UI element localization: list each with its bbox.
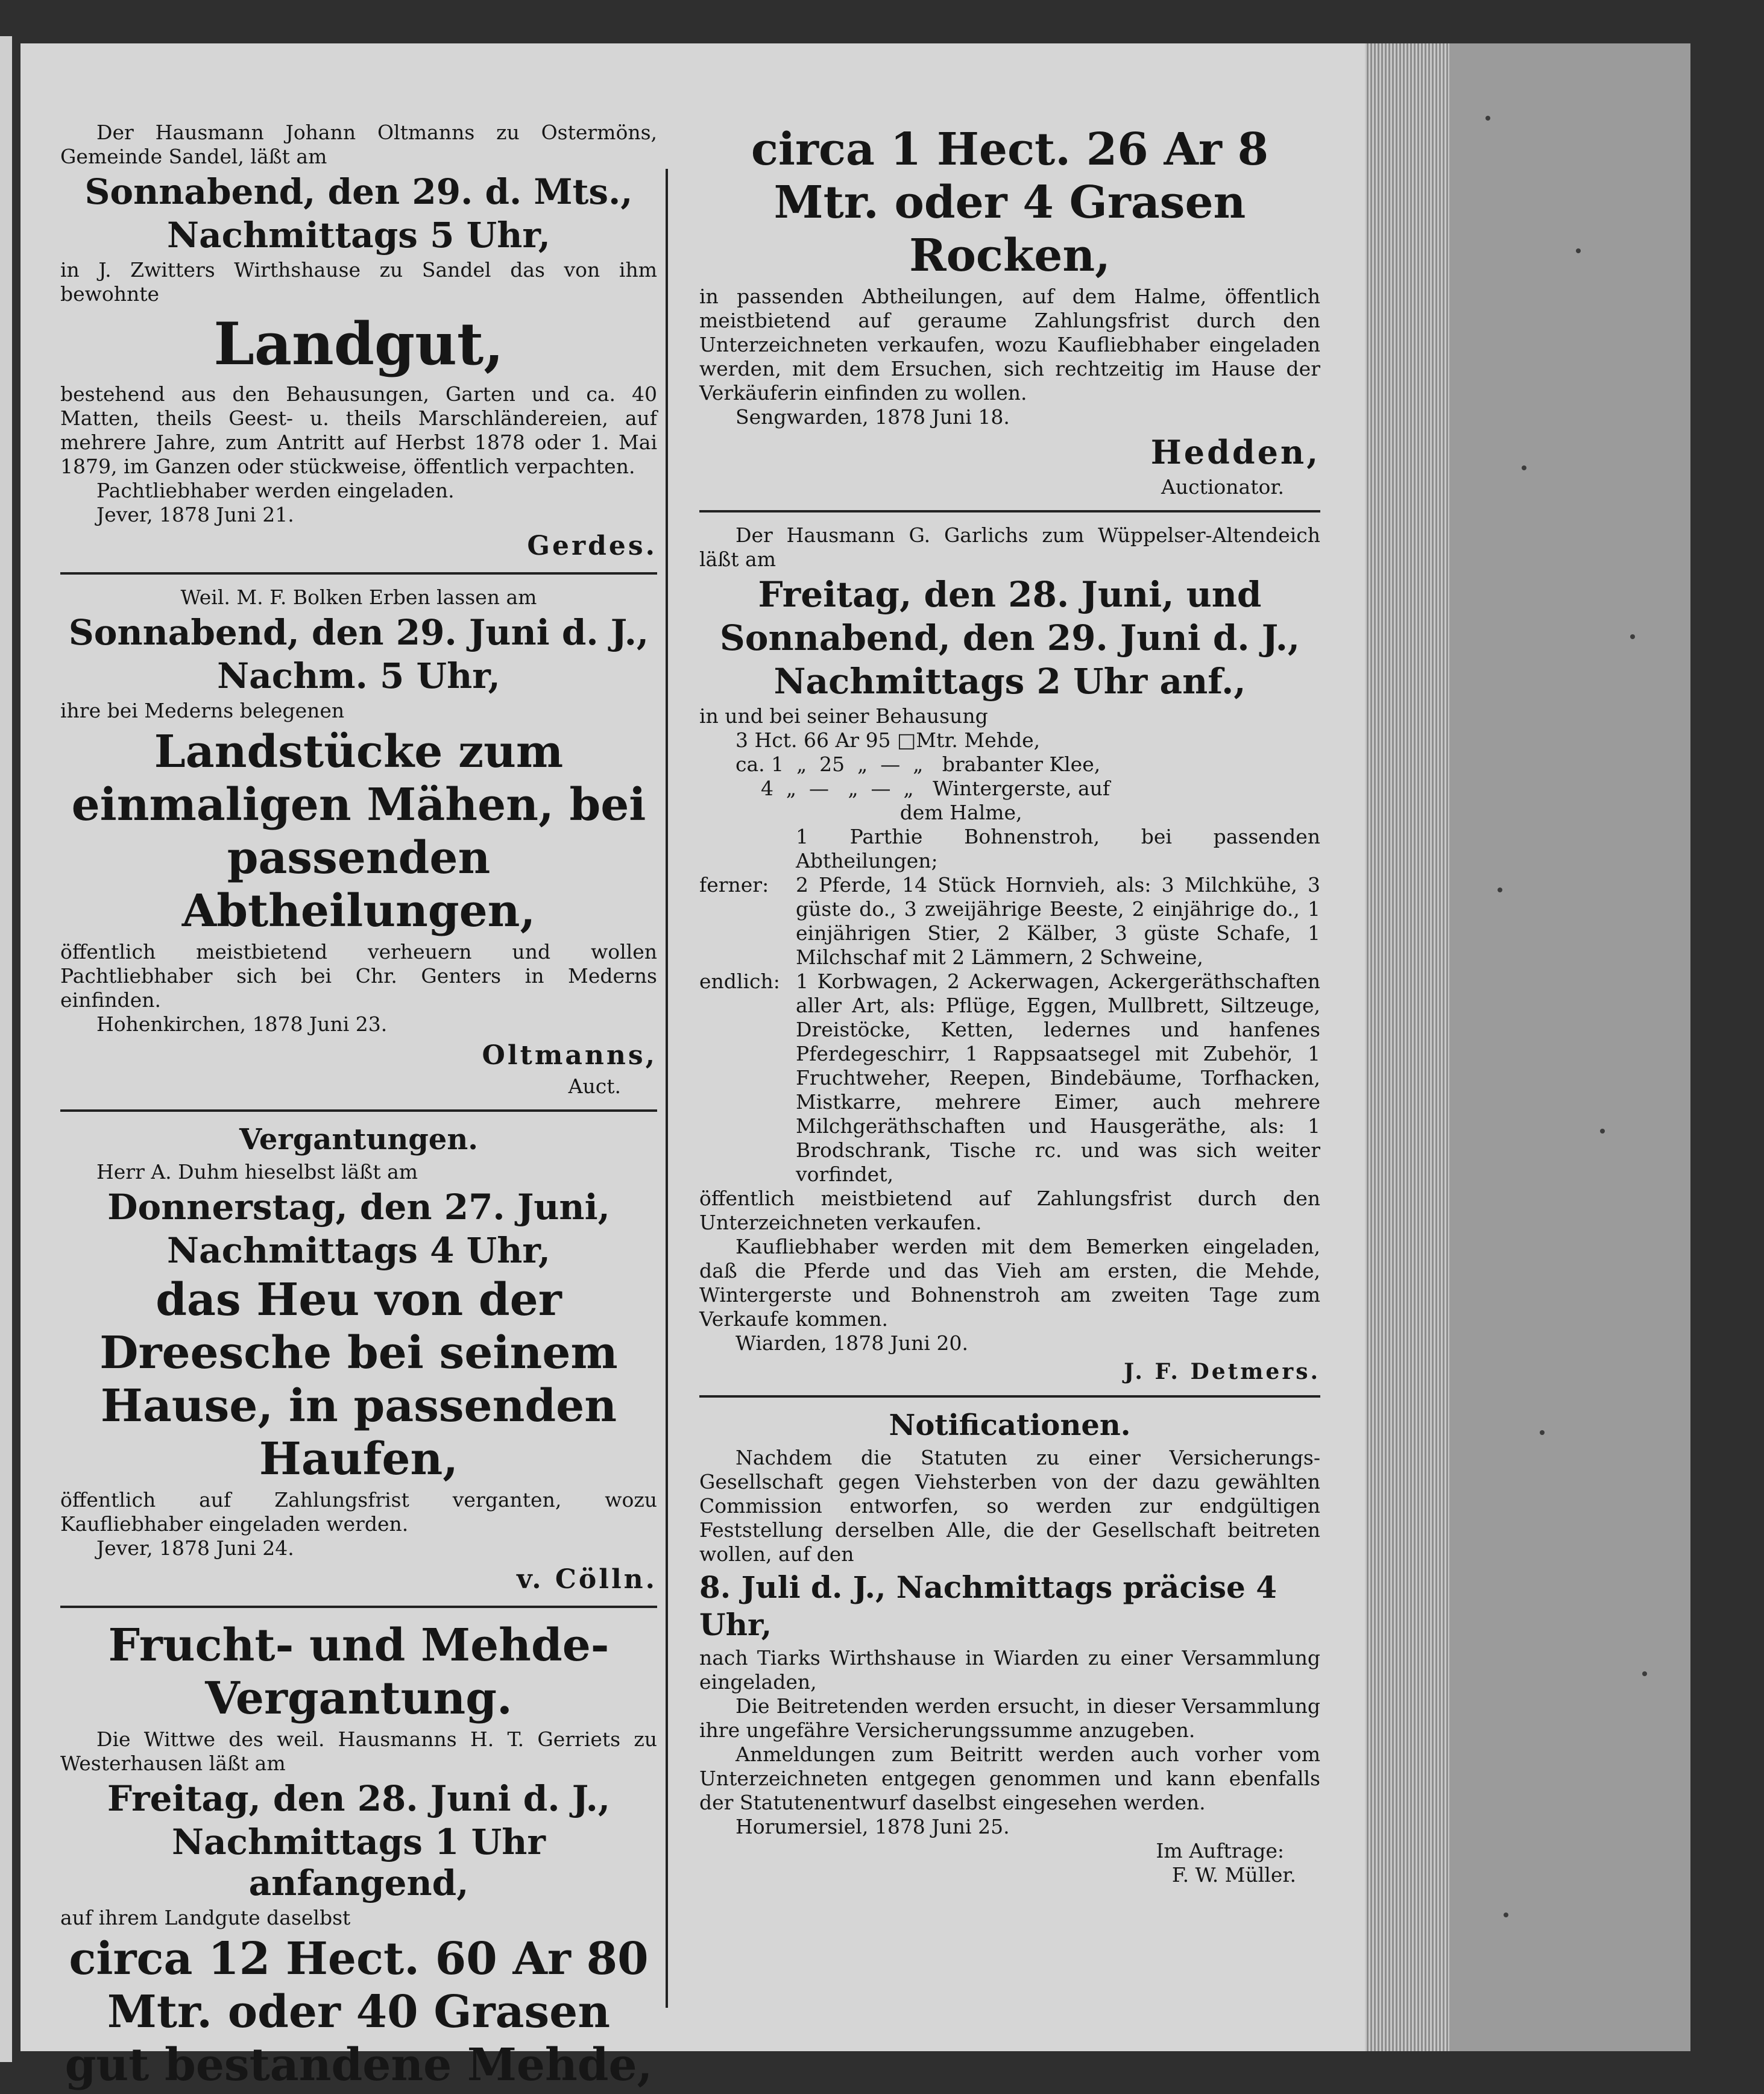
ad7-body-2: nach Tiarks Wirthshause in Wiarden zu einer Versammlung eingeladen, [699, 1646, 1320, 1694]
ad1-body: bestehend aus den Behausungen, Garten und ca. 40 Matten, theils Geest- u. theils Marschländereien, auf mehrere Jahre, zum Antritt auf Herbst 1878 oder 1. Mai 1879, im Ganzen oder stückweise, öffentlich verpachten. [60, 382, 657, 478]
ad6-ferner-label: ferner: [699, 873, 769, 897]
ad4-title: Frucht- und Mehde-Vergantung. [108, 1619, 610, 1724]
ad1-place-date: Jever, 1878 Juni 21. [96, 503, 294, 526]
ad5-signature-role: Auctionator. [1161, 475, 1284, 499]
ad4-intro: Die Wittwe des weil. Hausmanns H. T. Gerriets zu Westerhausen läßt am [60, 1727, 657, 1775]
ad3-title: das Heu von der Dreesche bei seinem Hause, in passenden Haufen, [99, 1274, 618, 1485]
separator [60, 572, 657, 575]
ad6-intro: Der Hausmann G. Garlichs zum Wüppelser-Altendeich läßt am [699, 523, 1320, 571]
ad1-date: Sonnabend, den 29. d. Mts., [84, 171, 633, 212]
ad5-signature: Hedden, [1150, 433, 1320, 471]
ad5-body: in passenden Abtheilungen, auf dem Halme, öffentlich meistbietend auf geraume Zahlungsfrist durch den Unterzeichneten verkaufen, wozu Kaufliebhaber eingeladen werden, mit dem Ersuchen, sich rechtzeitig im Hause der Verkäuferin einfinden zu wollen. [699, 285, 1320, 405]
ad6-row: 3 Hct. 66 Ar 95 □Mtr. Mehde, [736, 728, 1041, 752]
ad1-invitation: Pachtliebhaber werden eingeladen. [96, 479, 455, 502]
separator [699, 1395, 1320, 1398]
ad2-place-date: Hohenkirchen, 1878 Juni 23. [96, 1012, 388, 1036]
ad4-big-text: circa 12 Hect. 60 Ar 80 Mtr. oder 40 Grasen gut bestandene Mehde, [65, 1933, 653, 2091]
ad5-place-date: Sengwarden, 1878 Juni 18. [736, 405, 1010, 429]
ad2-location: ihre bei Mederns belegenen [60, 699, 345, 722]
ad6-place-date: Wiarden, 1878 Juni 20. [736, 1331, 968, 1355]
ad1-intro: Der Hausmann Johann Oltmanns zu Ostermöns, Gemeinde Sandel, läßt am [60, 121, 657, 168]
ad6-items-table [736, 728, 1320, 825]
ad6-signature: J. F. Detmers. [1124, 1359, 1320, 1384]
ad7-body-4: Anmeldungen zum Beitritt werden auch vorher vom Unterzeichneten entgegen genommen und kann ebenfalls der Statutenentwurf daselbst eingesehen werden. [699, 1742, 1320, 1814]
ad1-location: in J. Zwitters Wirthshause zu Sandel das von ihm bewohnte [60, 258, 657, 306]
separator [60, 1109, 657, 1112]
ad6-row: 4 „ — „ — „ Wintergerste, auf [736, 777, 1110, 800]
left-page-edge [0, 36, 12, 2062]
ad6-ferner-block [699, 873, 1320, 1187]
ad2-signature-role: Auct. [568, 1074, 621, 1098]
ad7-body-3: Die Beitretenden werden ersucht, in dieser Versammlung ihre ungefähre Versicherungssumme anzugeben. [699, 1694, 1320, 1742]
ad3-signature: v. Cölln. [517, 1564, 657, 1595]
ad6-ferner-text: 2 Pferde, 14 Stück Hornvieh, als: 3 Milchkühe, 3 güste do., 3 zweijährige Beeste, 2 einjährige do., 1 einjährigen Stier, 2 Kälber, 3 güste Schafe, 1 Milchschaf mit 2 Lämmern, 2 Schweine, [796, 873, 1320, 969]
ad7-signature-line: Im Auftrage: [1156, 1839, 1284, 1862]
ad4-location: auf ihrem Landgute daselbst [60, 1906, 351, 1929]
ad1-signature: Gerdes. [527, 531, 657, 561]
ad3-body: öffentlich auf Zahlungsfrist verganten, wozu Kaufliebhaber eingeladen werden. [60, 1488, 657, 1536]
ad2-signature: Oltmanns, [482, 1040, 657, 1071]
ad3-time: Nachmittags 4 Uhr, [167, 1230, 550, 1271]
ad6-time: Nachmittags 2 Uhr anf., [773, 661, 1246, 702]
ad3-intro: Herr A. Duhm hieselbst läßt am [96, 1160, 418, 1184]
ad6-note: Kaufliebhaber werden mit dem Bemerken eingeladen, daß die Pferde und das Vieh am ersten, die Mehde, Wintergerste und Bohnenstroh am zweiten Tage zum Verkaufe kommen. [699, 1235, 1320, 1331]
ad2-body: öffentlich meistbietend verheuern und wollen Pachtliebhaber sich bei Chr. Genters in Mederns einfinden. [60, 940, 657, 1012]
ad4-time: Nachmittags 1 Uhr anfangend, [172, 1821, 546, 1903]
ad6-body: öffentlich meistbietend auf Zahlungsfrist durch den Unterzeichneten verkaufen. [699, 1187, 1320, 1234]
ad2-date: Sonnabend, den 29. Juni d. J., [68, 612, 649, 653]
ad7-place-date: Horumersiel, 1878 Juni 25. [736, 1815, 1010, 1838]
ad7-body-1: Nachdem die Statuten zu einer Versicherungs-Gesellschaft gegen Viehsterben von der dazu gewählten Commission entworfen, so werden zur endgültigen Feststellung derselben Alle, die der Gesellschaft beitreten wollen, auf den [699, 1446, 1320, 1566]
ad1-time: Nachmittags 5 Uhr, [167, 215, 550, 256]
ad6-straw: 1 Parthie Bohnenstroh, bei passenden Abtheilungen; [796, 825, 1320, 872]
right-column [699, 121, 1320, 1887]
ad7-signature: F. W. Müller. [1171, 1863, 1296, 1887]
ad7-date: 8. Juli d. J., Nachmittags präcise 4 Uhr, [699, 1569, 1277, 1642]
ad2-time: Nachm. 5 Uhr, [217, 655, 500, 696]
separator [60, 1606, 657, 1608]
section-heading-notificationen: Notificationen. [889, 1408, 1131, 1442]
ad6-location: in und bei seiner Behausung [699, 704, 988, 728]
ad2-title: Landstücke zum einmaligen Mähen, bei passenden Abtheilungen, [71, 726, 646, 937]
ad6-row: dem Halme, [736, 801, 1022, 824]
ad1-title: Landgut, [213, 310, 504, 378]
ad6-endlich-label: endlich: [699, 970, 780, 993]
ad3-place-date: Jever, 1878 Juni 24. [96, 1536, 294, 1560]
column-divider [666, 169, 668, 2008]
left-column [60, 121, 657, 2094]
page-stack-edge [1365, 43, 1449, 2051]
separator [699, 510, 1320, 512]
ad5-big-text: circa 1 Hect. 26 Ar 8 Mtr. oder 4 Grasen Rocken, [751, 124, 1269, 282]
ad3-date: Donnerstag, den 27. Juni, [107, 1187, 610, 1228]
ad6-endlich-text: 1 Korbwagen, 2 Ackerwagen, Ackergeräthschaften aller Art, als: Pflüge, Eggen, Mullbrett, Siltzeuge, Dreistöcke, Ketten, ledernes und hanfenes Pferdegeschirr, 1 Rappsaatsegel mit Zubehör, 1 Fruchtweher, Reepen, Bindebäume, Torfhacken, Mistkarre, mehrere Eimer, auch mehrere Milchgeräthschaften und Hausgeräthe, als: 1 Brodschrank, Tische rc. und was sich weiter vorfindet, [796, 970, 1320, 1186]
book-cover-edge [1449, 43, 1690, 2051]
ad6-date-2: Sonnabend, den 29. Juni d. J., [719, 617, 1300, 658]
section-heading-vergantungen: Vergantungen. [239, 1123, 478, 1156]
ad6-date-1: Freitag, den 28. Juni, und [758, 574, 1262, 615]
ad4-date: Freitag, den 28. Juni d. J., [107, 1778, 611, 1819]
ad6-row: ca. 1 „ 25 „ — „ brabanter Klee, [736, 752, 1101, 776]
ad2-intro: Weil. M. F. Bolken Erben lassen am [180, 585, 537, 609]
